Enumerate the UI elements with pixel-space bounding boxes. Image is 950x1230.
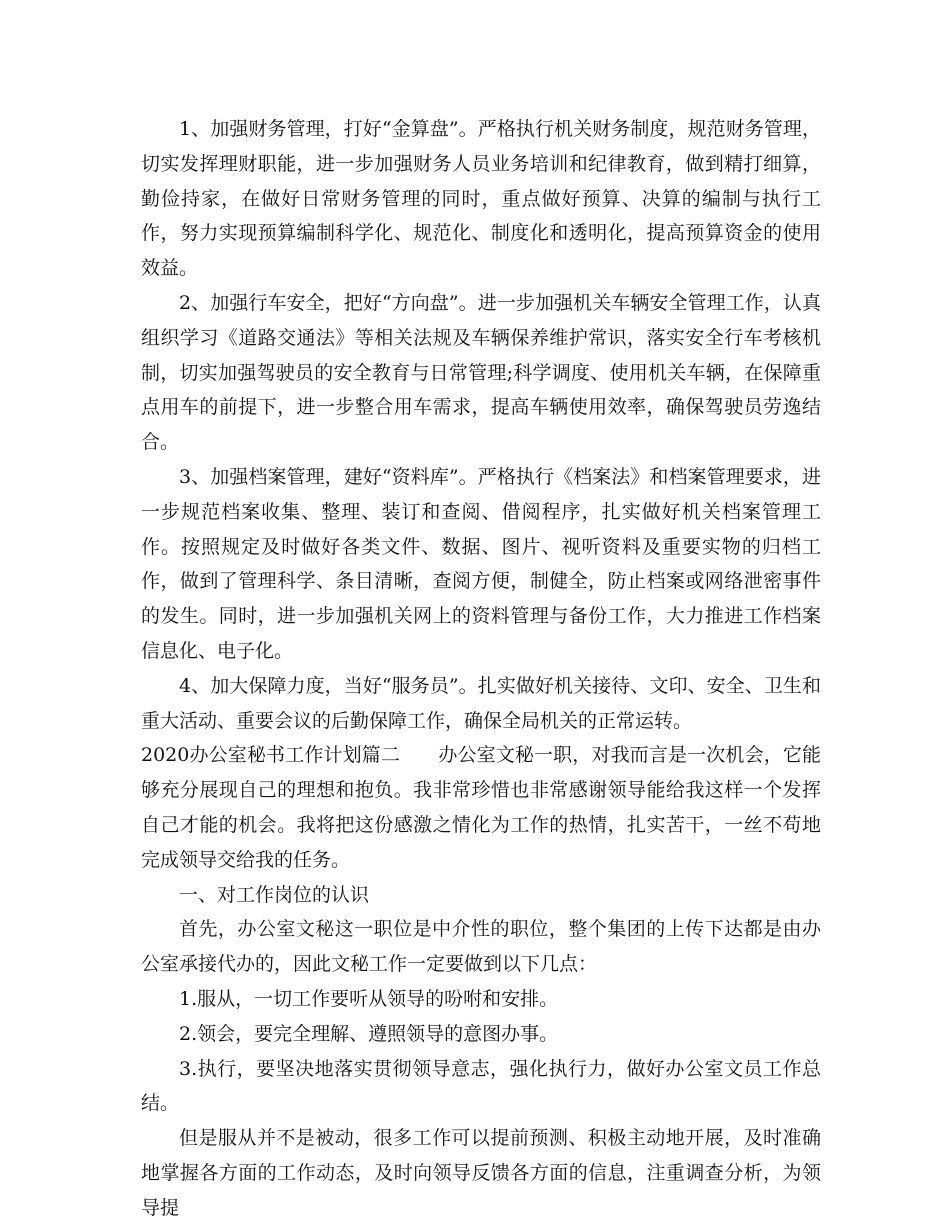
paragraph-first: 首先，办公室文秘这一职位是中介性的职位，整个集团的上传下达都是由办公室承接代办的，因此文秘工作一定要做到以下几点： xyxy=(141,918,821,976)
paragraph-finance: 1、加强财务管理，打好“金算盘”。严格执行机关财务制度，规范财务管理，切实发挥理财职能，进一步加强财务人员业务培训和纪律教育，做到精打细算，勤俭持家，在做好日常财务管理的同时，重点做好预算、决算的编制与执行工作，努力实现预算编制科学化、规范化、制度化和透明化，提高预算资金的使用效益。 xyxy=(141,118,821,280)
paragraph-proactive: 但是服从并不是被动，很多工作可以提前预测、积极主动地开展，及时准确地掌握各方面的工作动态，及时向领导反馈各方面的信息，注重调查分析，为领导提 xyxy=(141,1127,821,1219)
paragraph-vehicle-safety: 2、加强行车安全，把好“方向盘”。进一步加强机关车辆安全管理工作，认真组织学习《道路交通法》等相关法规及车辆保养维护常识，落实安全行车考核机制，切实加强驾驶员的安全教育与日常管理;科学调度、使用机关车辆，在保障重点用车的前提下，进一步整合用车需求，提高车辆使用效率，确保驾驶员劳逸结合。 xyxy=(141,291,821,454)
list-item-execute: 3.执行，要坚决地落实贯彻领导意志，强化执行力，做好办公室文员工作总结。 xyxy=(141,1057,821,1115)
paragraph-support: 4、加大保障力度，当好“服务员”。扎实做好机关接待、文印、安全、卫生和重大活动、重要会议的后勤保障工作，确保全局机关的正常运转。 xyxy=(141,674,821,732)
list-item-obey: 1.服从，一切工作要听从领导的吩咐和安排。 xyxy=(179,987,559,1010)
document-body xyxy=(141,112,821,1226)
list-item-understand: 2.领会，要完全理解、遵照领导的意图办事。 xyxy=(179,1022,559,1045)
paragraph-plan-part-two: 2020办公室秘书工作计划篇二 办公室文秘一职，对我而言是一次机会，它能够充分展现自己的理想和抱负。我非常珍惜也非常感谢领导能给我这样一个发挥自己才能的机会。我将把这份感激之情化为工作的热情，扎实苦干，一丝不苟地完成领导交给我的任务。 xyxy=(141,744,821,871)
paragraph-archives: 3、加强档案管理，建好“资料库”。严格执行《档案法》和档案管理要求，进一步规范档案收集、整理、装订和查阅、借阅程序，扎实做好机关档案管理工作。按照规定及时做好各类文件、数据、图片、视听资料及重要实物的归档工作，做到了管理科学、条目清晰，查阅方便，制健全，防止档案或网络泄密事件的发生。同时，进一步加强机关网上的资料管理与备份工作，大力推进工作档案信息化、电子化。 xyxy=(141,465,821,662)
section-heading-position: 一、对工作岗位的认识 xyxy=(179,883,370,906)
